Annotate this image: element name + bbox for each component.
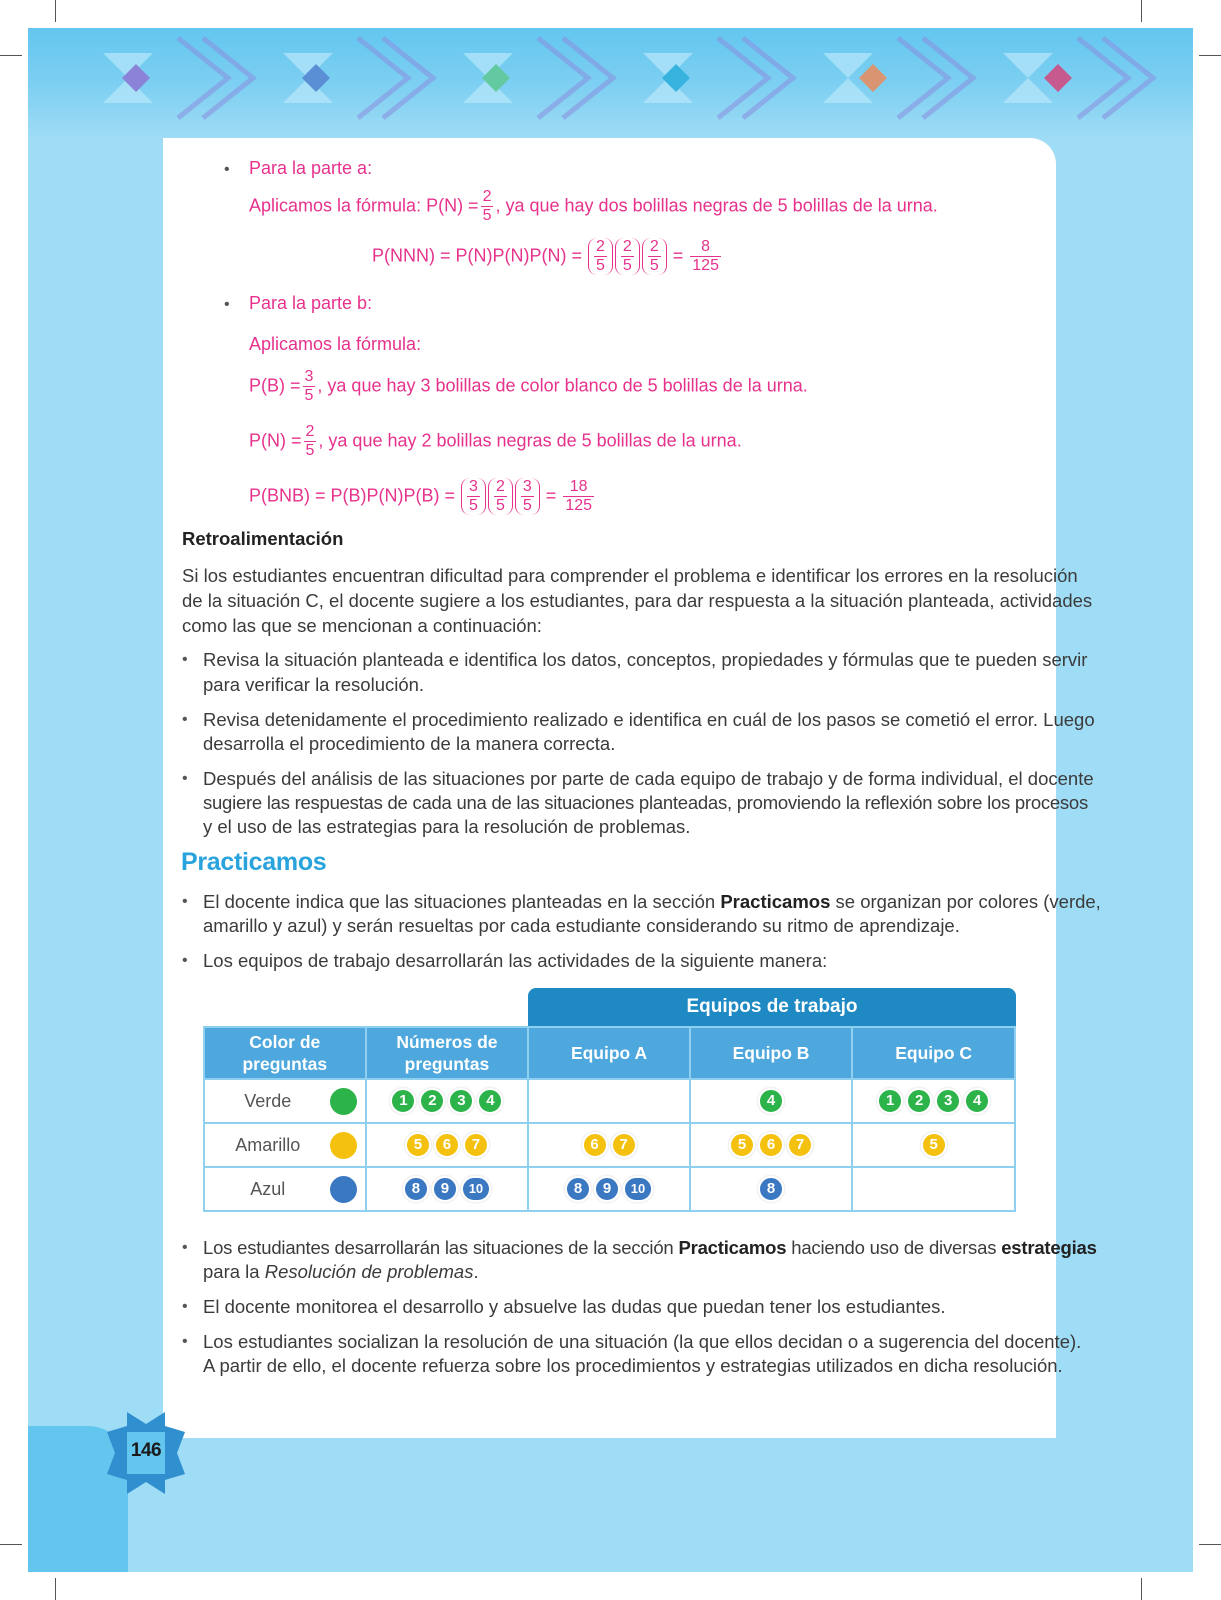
part-b-heading: Para la parte b: <box>249 293 373 313</box>
blue-swatch <box>330 1176 357 1203</box>
part-b-intro: Aplicamos la fórmula: <box>249 334 422 354</box>
feedback-bullet-line: Después del análisis de las situaciones por parte de cada equipo de trabajo y de forma individual, el docente <box>203 768 1094 789</box>
question-chip: 7 <box>463 1132 489 1158</box>
question-chip: 4 <box>758 1088 784 1114</box>
closing-bullet-line: para la Resolución de problemas. <box>203 1261 479 1282</box>
part-a-product <box>372 238 723 275</box>
column-header-numbers: Números de preguntas <box>366 1027 529 1079</box>
product-lhs: P(BNB) = P(B)P(N)P(B) = <box>249 485 456 506</box>
factor: $\frac{3}{5}$ <box>515 478 540 515</box>
page-number: 146 <box>130 1440 162 1461</box>
feedback-intro-line: como las que se mencionan a continuación: <box>182 615 542 636</box>
question-chip: 5 <box>405 1132 431 1158</box>
formula-intro: Aplicamos la fórmula: P(N) = <box>249 195 479 216</box>
color-cell: Amarillo <box>204 1123 366 1167</box>
color-cell: Verde <box>204 1079 366 1123</box>
result-fraction: $\frac{8}{125}$ <box>692 238 719 274</box>
question-chip: 3 <box>935 1088 961 1114</box>
team-b-cell <box>690 1123 852 1167</box>
column-header-team-c: Equipo C <box>852 1027 1015 1079</box>
team-a-cell <box>528 1079 690 1123</box>
column-header-team-a: Equipo A <box>528 1027 690 1079</box>
formula-explanation: , ya que hay dos bolillas negras de 5 bolillas de la urna. <box>495 195 938 216</box>
question-chip: 5 <box>729 1132 755 1158</box>
bullet: • <box>182 952 188 969</box>
bold-term: Practicamos <box>720 891 831 912</box>
bold-term: Practicamos <box>678 1237 787 1258</box>
assignment-grid <box>203 1026 1016 1212</box>
team-c-cell <box>852 1167 1015 1211</box>
table-row <box>204 1167 1015 1211</box>
part-a-formula <box>249 188 938 225</box>
numbers-cell <box>366 1167 529 1211</box>
bullet: • <box>182 770 188 787</box>
question-chip: 6 <box>582 1132 608 1158</box>
color-cell: Azul <box>204 1167 366 1211</box>
table-row <box>204 1123 1015 1167</box>
closing-bullet-line: El docente monitorea el desarrollo y absuelve las dudas que puedan tener los estudiantes. <box>203 1296 946 1317</box>
practicamos-title: Practicamos <box>181 848 327 876</box>
teams-header: Equipos de trabajo <box>528 988 1016 1026</box>
practicamos-bullet-line: amarillo y azul) y serán resueltas por cada estudiante considerando su ritmo de aprendizaje. <box>203 915 960 936</box>
closing-bullet-line: Los estudiantes socializan la resolución de una situación (la que ellos decidan o a sugerencia del docente). <box>203 1331 1082 1352</box>
question-chip: 7 <box>611 1132 637 1158</box>
bold-term: estrategias <box>1001 1237 1097 1258</box>
part-b-product <box>249 478 596 515</box>
green-swatch <box>330 1088 357 1115</box>
feedback-bullet-line: sugiere las respuestas de cada una de las situaciones planteadas, promoviendo la reflexión sobre los procesos <box>203 792 1088 813</box>
equals-sign: = <box>672 245 684 266</box>
fraction: $\frac{3}{5}$ <box>304 368 314 404</box>
feedback-intro-line: de la situación C, el docente sugiere a los estudiantes, para dar respuesta a la situación planteada, actividades <box>182 590 1093 611</box>
italic-term: Resolución de problemas <box>264 1261 474 1282</box>
pn-lhs: P(N) = <box>249 430 302 451</box>
crop-mark <box>1199 1544 1221 1545</box>
question-chip: 3 <box>448 1088 474 1114</box>
pb-formula <box>249 368 808 405</box>
crop-mark <box>55 0 56 22</box>
factor: $\frac{2}{5}$ <box>488 478 513 515</box>
column-header-color: Color de preguntas <box>204 1027 366 1079</box>
pb-lhs: P(B) = <box>249 375 301 396</box>
bullet: • <box>182 893 188 910</box>
team-c-cell <box>852 1079 1015 1123</box>
feedback-bullet-line: para verificar la resolución. <box>203 674 425 695</box>
yellow-swatch <box>330 1132 357 1159</box>
question-chip: 7 <box>787 1132 813 1158</box>
team-a-cell <box>528 1167 690 1211</box>
teams-table <box>203 988 1016 1210</box>
crop-mark <box>0 1544 22 1545</box>
question-chip: 1 <box>877 1088 903 1114</box>
feedback-intro-line: Si los estudiantes encuentran dificultad para comprender el problema e identificar los errores en la resolución <box>182 565 1078 586</box>
feedback-bullet-line: desarrolla el procedimiento de la manera correcta. <box>203 733 616 754</box>
question-chip: 4 <box>964 1088 990 1114</box>
crop-mark <box>1141 0 1142 22</box>
column-header-team-b: Equipo B <box>690 1027 852 1079</box>
team-b-cell <box>690 1079 852 1123</box>
question-chip: 6 <box>434 1132 460 1158</box>
bullet: • <box>182 711 188 728</box>
feedback-bullet-line: Revisa la situación planteada e identifica los datos, conceptos, propiedades y fórmulas que te pueden servir <box>203 649 1088 670</box>
bullet: • <box>224 296 230 313</box>
factor: $\frac{2}{5}$ <box>642 238 667 275</box>
numbers-cell <box>366 1123 529 1167</box>
table-row <box>204 1079 1015 1123</box>
decorative-header-band <box>28 28 1193 138</box>
question-chip: 1 <box>390 1088 416 1114</box>
part-a-heading: Para la parte a: <box>249 158 373 178</box>
result-fraction: $\frac{18}{125}$ <box>565 478 593 514</box>
question-chip: 2 <box>906 1088 932 1114</box>
pattern-decoration <box>28 28 1193 138</box>
bullet: • <box>182 1333 188 1350</box>
pb-explanation: , ya que hay 3 bolillas de color blanco de 5 bolillas de la urna. <box>317 375 808 396</box>
question-chip: 9 <box>432 1176 458 1202</box>
product-lhs: P(NNN) = P(N)P(N)P(N) = <box>372 245 582 266</box>
question-chip: 2 <box>419 1088 445 1114</box>
team-b-cell <box>690 1167 852 1211</box>
equals-sign: = <box>545 485 557 506</box>
fraction: $\frac{2}{5}$ <box>482 188 492 224</box>
team-c-cell <box>852 1123 1015 1167</box>
bullet: • <box>182 651 188 668</box>
crop-mark <box>1141 1578 1142 1600</box>
practicamos-bullet-line: El docente indica que las situaciones planteadas en la sección Practicamos se organizan por colores (verde, <box>203 891 1101 912</box>
crop-mark <box>55 1578 56 1600</box>
crop-mark <box>1199 55 1221 56</box>
feedback-bullet-line: y el uso de las estrategias para la resolución de problemas. <box>203 816 691 837</box>
question-chip: 8 <box>758 1176 784 1202</box>
feedback-title: Retroalimentación <box>182 528 344 549</box>
crop-mark <box>0 55 22 56</box>
question-chip: 9 <box>594 1176 620 1202</box>
question-chip: 6 <box>758 1132 784 1158</box>
team-a-cell <box>528 1123 690 1167</box>
pn-formula <box>249 423 742 460</box>
question-chip: 4 <box>477 1088 503 1114</box>
bullet: • <box>182 1298 188 1315</box>
question-chip: 10 <box>623 1176 653 1202</box>
numbers-cell <box>366 1079 529 1123</box>
question-chip: 8 <box>565 1176 591 1202</box>
question-chip: 5 <box>921 1132 947 1158</box>
question-chip: 10 <box>461 1176 491 1202</box>
factor: $\frac{2}{5}$ <box>588 238 613 275</box>
closing-bullet-line: Los estudiantes desarrollarán las situaciones de la sección Practicamos haciendo uso de diversas estrategias <box>203 1237 1097 1258</box>
practicamos-bullet-line: Los equipos de trabajo desarrollarán las actividades de la siguiente manera: <box>203 950 828 971</box>
factor: $\frac{3}{5}$ <box>461 478 486 515</box>
factor: $\frac{2}{5}$ <box>615 238 640 275</box>
pn-explanation: , ya que hay 2 bolillas negras de 5 bolillas de la urna. <box>318 430 742 451</box>
closing-bullet-line: A partir de ello, el docente refuerza sobre los procedimientos y estrategias utilizados en dicha resolución. <box>203 1355 1063 1376</box>
question-chip: 8 <box>403 1176 429 1202</box>
fraction: $\frac{2}{5}$ <box>305 423 315 459</box>
bullet: • <box>182 1239 188 1256</box>
table-header-row <box>204 1027 1015 1079</box>
feedback-bullet-line: Revisa detenidamente el procedimiento realizado e identifica en cuál de los pasos se cometió el error. Luego <box>203 709 1095 730</box>
bullet: • <box>224 161 230 178</box>
